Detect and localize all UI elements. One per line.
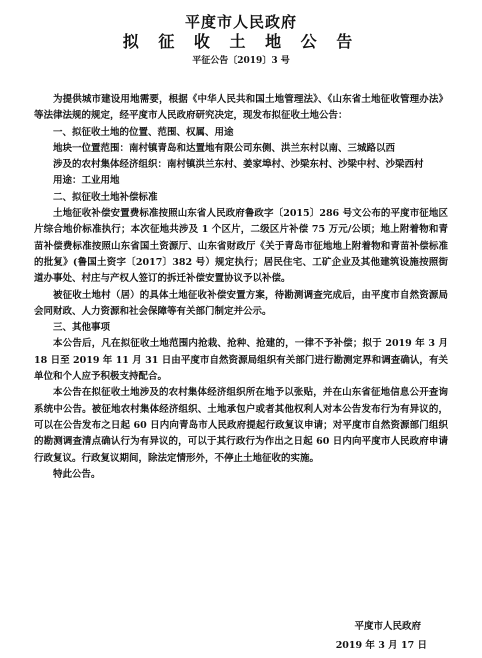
- notice-header: [34, 12, 448, 68]
- land-use: 用途：工业用地: [53, 175, 120, 187]
- signature-block: [307, 618, 427, 658]
- signing-date: 2019 年 3 月 17 日: [335, 640, 427, 651]
- section-1-heading: 一、拟征收土地的位置、范围、权属、用途: [53, 126, 234, 138]
- signing-organization: 平度市人民政府: [354, 621, 421, 632]
- notice-body: [34, 92, 448, 483]
- survey-schedule-paragraph: 本公告后，凡在拟征收土地范围内抢栽、抢种、抢建的，一律不予补偿；拟于 2019 年 3 月 18 日至 2019 年 11 月 31 日由平度市自然资源局组织有关部门进行勘测定界和调查确认，有关单位和个人应予积极支持配合。: [34, 338, 448, 383]
- compensation-standard-paragraph: 土地征收补偿安置费标准按照山东省人民政府鲁政字〔2015〕286 号文公布的平度市征地区片综合地价标准执行；本次征地共涉及 1 个区片，二级区片补偿 75 万元/公顷；地上附着物和青苗补偿费标准按照山东省国土资源厅、山东省财政厅《关于青岛市征地地上附着物和青苗补偿标准的批复》(鲁国土资字〔2017〕382 号）规定执行；居民住宅、工矿企业及其他建筑设施按照街道办事处、村庄与产权人签订的拆迁补偿安置协议予以补偿。: [34, 208, 448, 285]
- land-location: 地块一位置范围：南村镇青岛和达置地有限公司东侧、洪兰东村以南、三城路以西: [53, 142, 396, 154]
- compensation-plan-paragraph: 被征收土地村（居）的具体土地征收补偿安置方案，待勘测调查完成后，由平度市自然资源局会同财政、人力资源和社会保障等有关部门制定并公示。: [34, 289, 448, 317]
- intro-paragraph: 为提供城市建设用地需要，根据《中华人民共和国土地管理法》、《山东省土地征收管理办法》等法律法规的规定，经平度市人民政府研究决定，现发布拟征收土地公告：: [34, 94, 448, 122]
- closing-line: 特此公告。: [53, 468, 101, 480]
- issuer-title: 平度市人民政府: [184, 13, 297, 31]
- section-3-heading: 三、其他事项: [53, 322, 111, 334]
- appeal-rights-paragraph: 本公告在拟征收土地涉及的农村集体经济组织所在地予以张贴，并在山东省征地信息公开查询系统中公告。被征地农村集体经济组织、土地承包户或者其他权利人对本公告发布行为有异议的，可以在公告发布之日起 60 日内向青岛市人民政府提起行政复议申请；对平度市自然资源部门组织的勘测调查清点确认行为有异议的，可以于其行政行为作出之日起 60 日内向平度市人民政府申请行政复议。行政复议期间，除法定情形外，不停止土地征收的实施。: [34, 387, 448, 464]
- notice-title: 拟 征 收 土 地 公 告: [122, 32, 360, 51]
- collective-organizations: 涉及的农村集体经济组织：南村镇洪兰东村、姜家埠村、沙梁东村、沙梁中村、沙梁西村: [53, 159, 424, 171]
- document-number: 平征公告〔2019〕3 号: [192, 56, 290, 66]
- section-2-heading: 二、拟征收土地补偿标准: [53, 191, 158, 203]
